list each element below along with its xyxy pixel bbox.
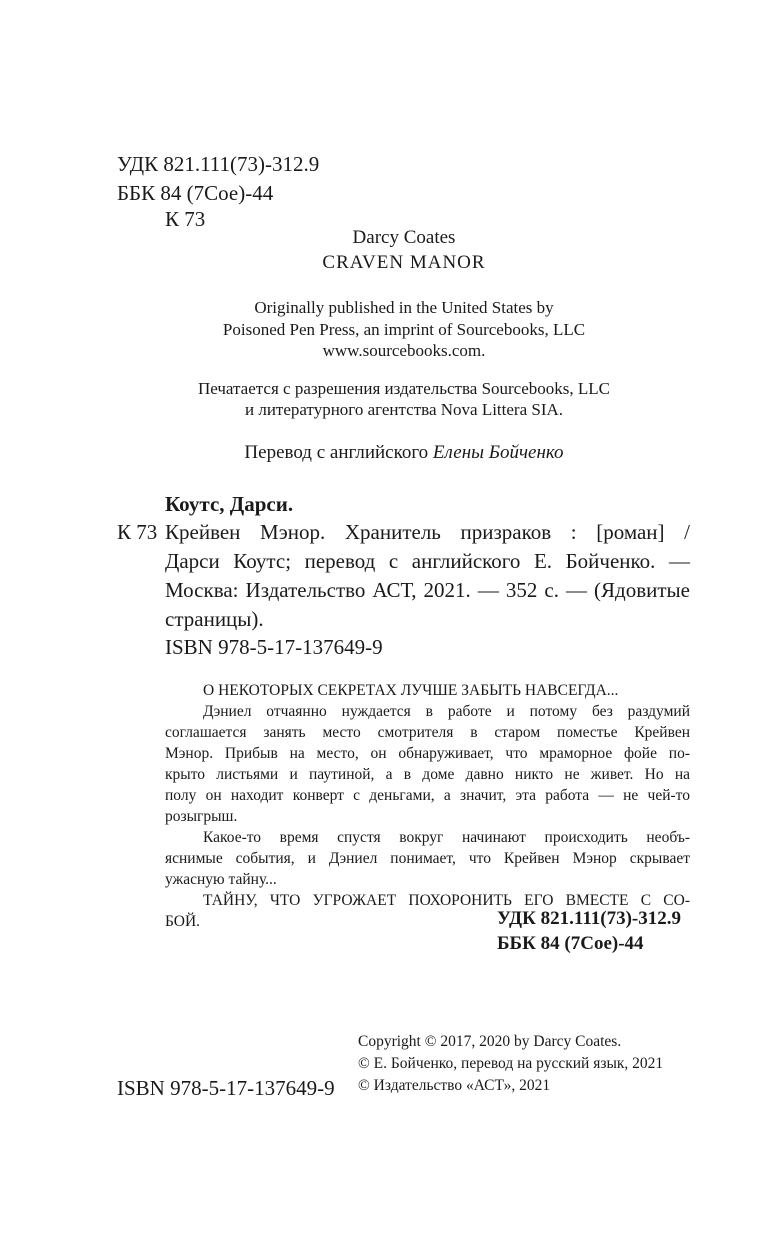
- udk-code-bottom: УДК 821.111(73)-312.9: [497, 908, 682, 929]
- annotation-line-6: полу он находит конверт с деньгами, а значит, эта работа — не чей-то: [165, 787, 690, 804]
- catalog-description: [165, 518, 690, 634]
- catalog-line-3: Москва: Издательство АСТ, 2021. — 352 с. — (Ядовитые: [165, 578, 690, 602]
- translator-name: Елены Бойченко: [432, 442, 564, 463]
- author-mark-top: К 73: [165, 207, 206, 231]
- bbk-code-top: ББК 84 (7Сое)-44: [117, 181, 274, 205]
- annotation-line-11: ТАЙНУ, ЧТО УГРОЖАЕТ ПОХОРОНИТЬ ЕГО ВМЕСТЕ С СО-: [203, 892, 690, 909]
- catalog-author-mark: К 73: [117, 520, 158, 544]
- annotation-line-1: О НЕКОТОРЫХ СЕКРЕТАХ ЛУЧШЕ ЗАБЫТЬ НАВСЕГДА...: [203, 682, 619, 699]
- copyright-line-2: © Е. Бойченко, перевод на русский язык, 2021: [358, 1055, 664, 1072]
- annotation-line-5: крыто листьями и паутиной, а в доме давно никто не живет. Но на: [165, 766, 690, 783]
- catalog-line-2: Дарси Коутс; перевод с английского Е. Бойченко. —: [165, 549, 690, 573]
- catalog-line-1: Крейвен Мэнор. Хранитель призраков : [роман] /: [165, 520, 690, 544]
- catalog-heading: Коутс, Дарси.: [165, 492, 294, 516]
- annotation-line-9: яснимые события, и Дэниел понимает, что Крейвен Мэнор скрывает: [165, 850, 690, 867]
- published-line-3: www.sourcebooks.com.: [322, 341, 486, 360]
- bbk-code-bottom: ББК 84 (7Сое)-44: [497, 933, 644, 954]
- udk-code-top: УДК 821.111(73)-312.9: [117, 152, 320, 176]
- annotation-line-12: БОЙ.: [165, 913, 201, 930]
- annotation-line-10: ужасную тайну...: [165, 871, 277, 888]
- translation-prefix: Перевод с английского: [244, 442, 433, 463]
- catalog-line-4: страницы).: [165, 607, 264, 631]
- original-title: CRAVEN MANOR: [322, 252, 486, 273]
- translation-credit: [0, 441, 768, 465]
- copyright-line-1: Copyright © 2017, 2020 by Darcy Coates.: [358, 1033, 622, 1050]
- annotation-line-4: Мэнор. Прибыв на место, он обнаруживает, что мраморное фойе по-: [165, 745, 690, 762]
- permission-line-2: и литературного агентства Nova Littera SIA.: [244, 400, 564, 419]
- original-author: Darcy Coates: [352, 227, 456, 248]
- annotation-line-7: розыгрыш.: [165, 808, 238, 825]
- annotation-line-8: Какое-то время спустя вокруг начинают происходить необъ-: [203, 829, 690, 846]
- annotation-line-3: соглашается занять место смотрителя в старом поместье Крейвен: [165, 724, 690, 741]
- footer-isbn: ISBN 978-5-17-137649-9: [117, 1076, 335, 1100]
- published-line-2: Poisoned Pen Press, an imprint of Sourcebooks, LLC: [222, 320, 586, 339]
- catalog-isbn: ISBN 978-5-17-137649-9: [165, 635, 383, 659]
- copyright-line-3: © Издательство «АСТ», 2021: [358, 1077, 551, 1094]
- annotation: [165, 680, 690, 932]
- published-line-1: Originally published in the United States by: [254, 298, 554, 317]
- permission-line-1: Печатается с разрешения издательства Sourcebooks, LLC: [197, 379, 610, 398]
- annotation-line-2: Дэниел отчаянно нуждается в работе и потому без раздумий: [203, 703, 690, 720]
